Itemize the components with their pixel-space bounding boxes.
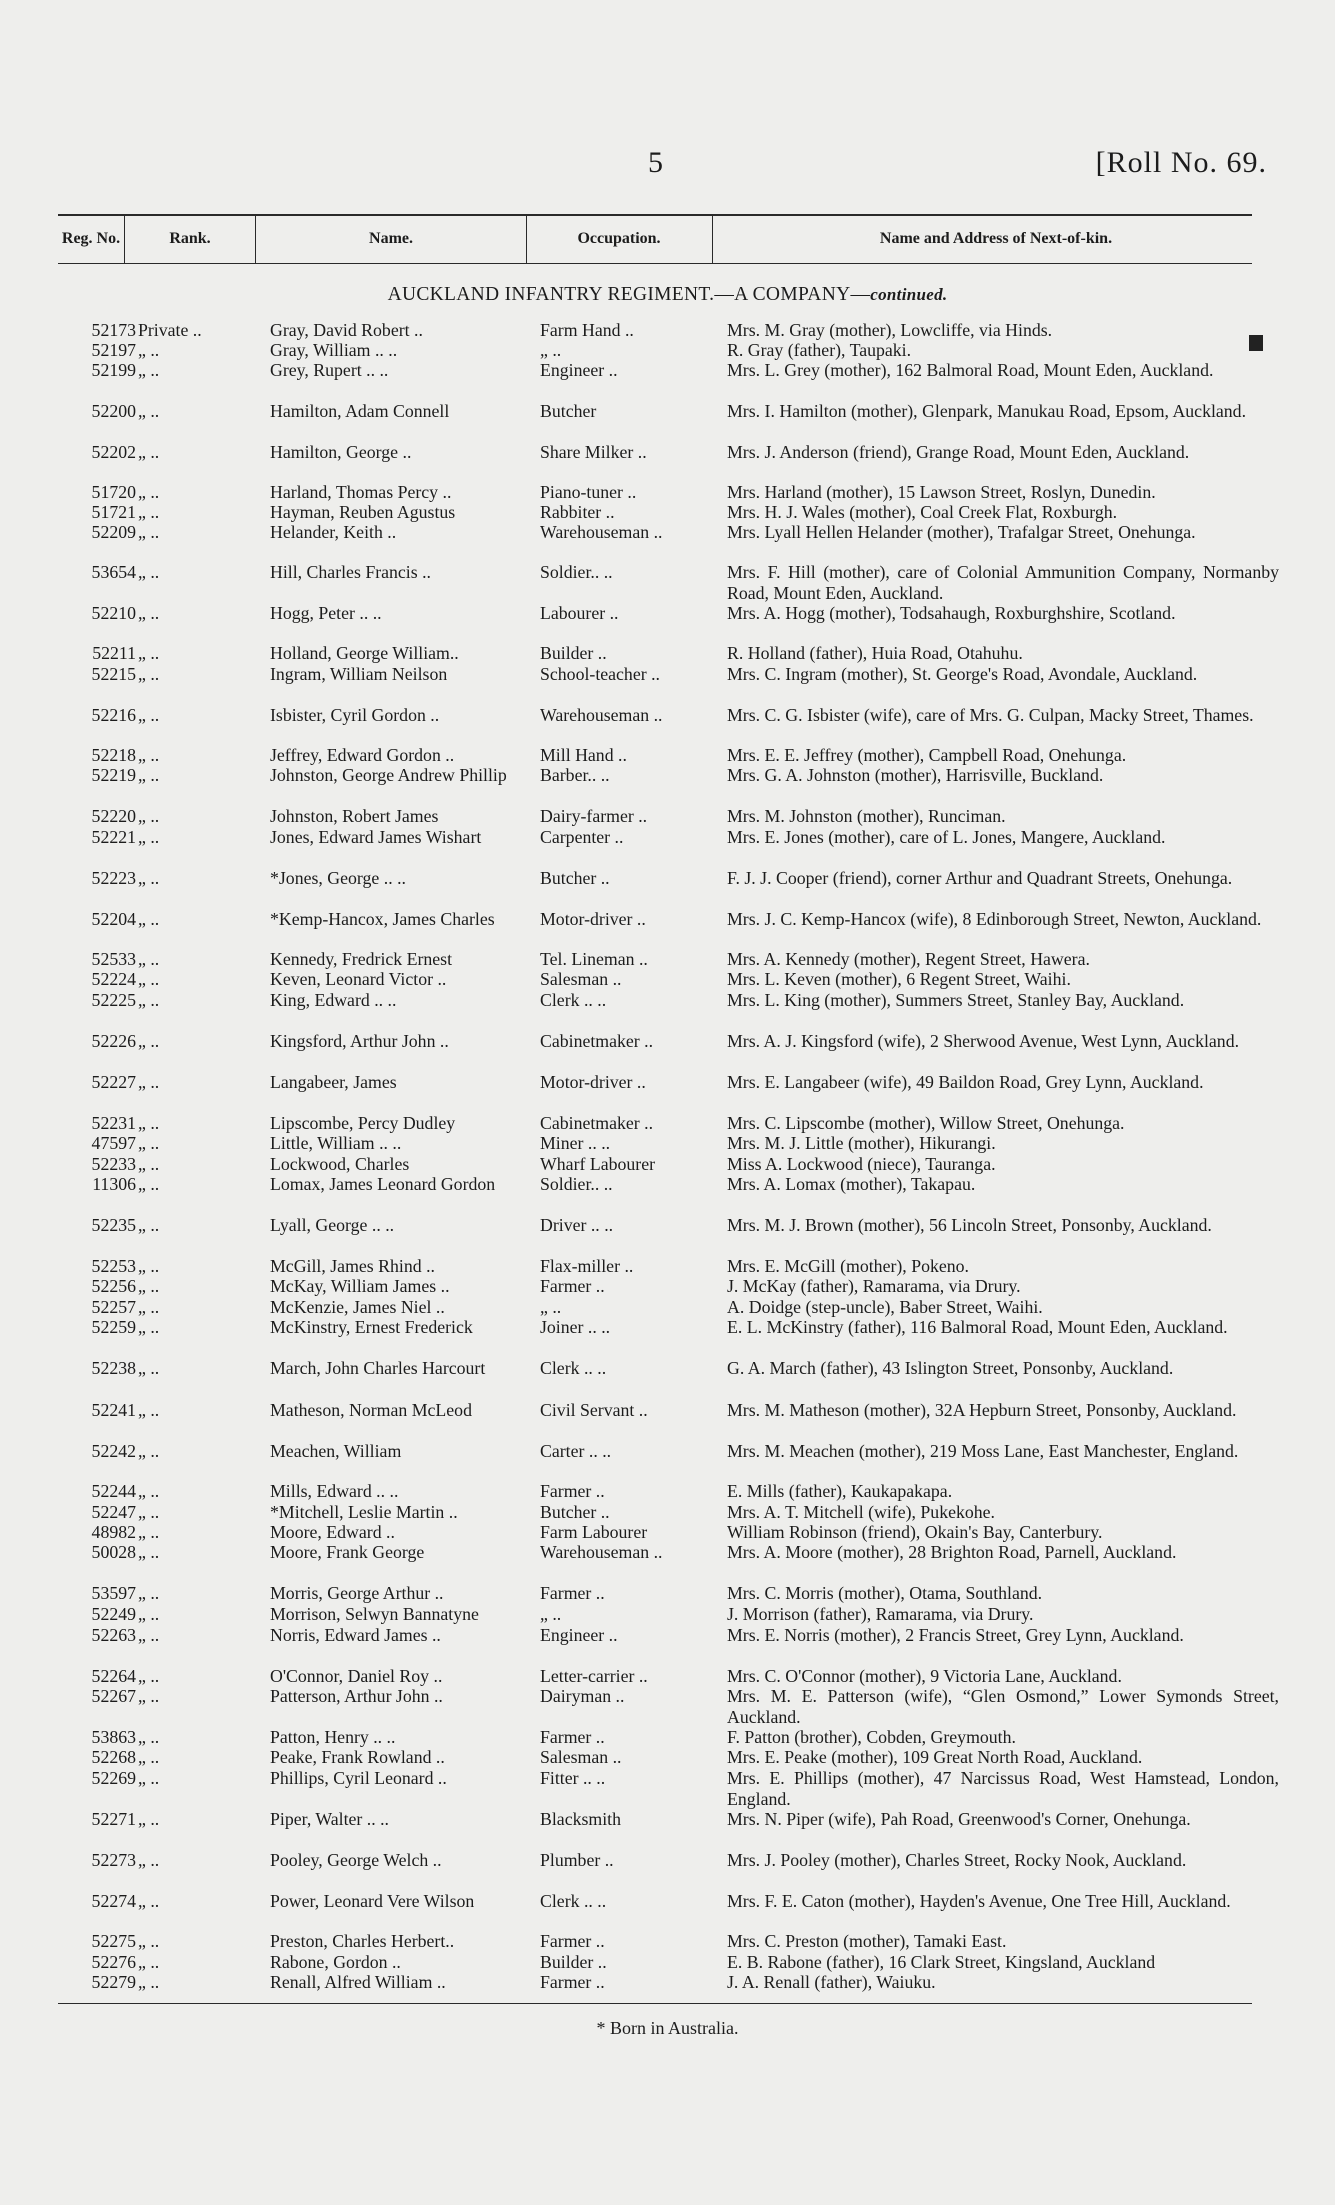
next-of-kin: Mrs. N. Piper (wife), Pah Road, Greenwood's Corner, Onehunga.	[727, 1809, 1191, 1829]
soldier-name: Lipscombe, Percy Dudley	[270, 1113, 456, 1133]
soldier-name: Moore, Frank George	[270, 1542, 425, 1562]
next-of-kin: Mrs. A. Moore (mother), 28 Brighton Road, Parnell, Auckland.	[727, 1542, 1177, 1562]
reg-number: 52267	[91, 1686, 136, 1706]
occupation: Joiner .. ..	[540, 1317, 611, 1337]
next-of-kin: J. McKay (father), Ramarama, via Drury.	[727, 1276, 1021, 1296]
reg-number: 53863	[91, 1727, 136, 1747]
reg-number: 52242	[91, 1441, 136, 1461]
next-of-kin: Mrs. M. E. Patterson (wife), “Glen Osmond,” Lower Symonds Street, Auckland.	[727, 1686, 1279, 1727]
reg-number: 52227	[91, 1072, 136, 1092]
occupation: Driver .. ..	[540, 1215, 614, 1235]
reg-number: 52197	[91, 340, 136, 360]
next-of-kin: E. Mills (father), Kaukapakapa.	[727, 1481, 953, 1501]
rank: „ ..	[138, 522, 160, 542]
soldier-name: Harland, Thomas Percy ..	[270, 482, 452, 502]
reg-number: 52199	[91, 360, 136, 380]
soldier-name: *Kemp-Hancox, James Charles	[270, 909, 495, 929]
soldier-name: Lockwood, Charles	[270, 1154, 410, 1174]
soldier-name: Grey, Rupert .. ..	[270, 360, 389, 380]
rank: „ ..	[138, 1072, 160, 1092]
next-of-kin: Mrs. J. Pooley (mother), Charles Street, Rocky Nook, Auckland.	[727, 1850, 1187, 1870]
soldier-name: Jeffrey, Edward Gordon ..	[270, 745, 455, 765]
soldier-name: Hamilton, George ..	[270, 442, 412, 462]
occupation: Farmer ..	[540, 1931, 605, 1951]
soldier-name: March, John Charles Harcourt	[270, 1358, 486, 1378]
reg-number: 52244	[91, 1481, 136, 1501]
occupation: Engineer ..	[540, 360, 618, 380]
reg-number: 52238	[91, 1358, 136, 1378]
header-top-rule	[58, 214, 1252, 216]
next-of-kin: Mrs. E. Jones (mother), care of L. Jones, Mangere, Auckland.	[727, 827, 1166, 847]
soldier-name: Hill, Charles Francis ..	[270, 562, 431, 582]
reg-number: 52221	[91, 827, 136, 847]
reg-number: 52276	[91, 1952, 136, 1972]
soldier-name: Gray, William .. ..	[270, 340, 398, 360]
occupation: Cabinetmaker ..	[540, 1113, 654, 1133]
next-of-kin: Mrs. C. Preston (mother), Tamaki East.	[727, 1931, 1007, 1951]
reg-number: 52202	[91, 442, 136, 462]
next-of-kin: Mrs. C. O'Connor (mother), 9 Victoria Lane, Auckland.	[727, 1666, 1122, 1686]
occupation: Carpenter ..	[540, 827, 624, 847]
soldier-name: Holland, George William..	[270, 643, 459, 663]
occupation: Motor-driver ..	[540, 1072, 646, 1092]
occupation: Blacksmith	[540, 1809, 621, 1829]
reg-number: 52247	[91, 1502, 136, 1522]
soldier-name: O'Connor, Daniel Roy ..	[270, 1666, 443, 1686]
rank: „ ..	[138, 1522, 160, 1542]
rank: „ ..	[138, 827, 160, 847]
next-of-kin: A. Doidge (step-uncle), Baber Street, Waihi.	[727, 1297, 1043, 1317]
occupation: Plumber ..	[540, 1850, 614, 1870]
page-number: 5	[648, 146, 663, 179]
soldier-name: Hamilton, Adam Connell	[270, 401, 450, 421]
rank: „ ..	[138, 1583, 160, 1603]
soldier-name: Pooley, George Welch ..	[270, 1850, 442, 1870]
soldier-name: Mills, Edward .. ..	[270, 1481, 399, 1501]
rank: „ ..	[138, 401, 160, 421]
section-title-continued: continued.	[870, 285, 948, 304]
soldier-name: Hogg, Peter .. ..	[270, 603, 382, 623]
soldier-name: McKenzie, James Niel ..	[270, 1297, 445, 1317]
section-title	[0, 284, 1335, 306]
reg-number: 52209	[91, 522, 136, 542]
rank: „ ..	[138, 705, 160, 725]
reg-number: 52533	[91, 949, 136, 969]
rank: „ ..	[138, 1502, 160, 1522]
next-of-kin: Mrs. M. Johnston (mother), Runciman.	[727, 806, 1006, 826]
reg-number: 52256	[91, 1276, 136, 1296]
soldier-name: Patterson, Arthur John ..	[270, 1686, 443, 1706]
reg-number: 53597	[91, 1583, 136, 1603]
soldier-name: Lomax, James Leonard Gordon	[270, 1174, 496, 1194]
occupation: Clerk .. ..	[540, 1358, 607, 1378]
rank: „ ..	[138, 765, 160, 785]
occupation: Builder ..	[540, 1952, 607, 1972]
rank: „ ..	[138, 990, 160, 1010]
rank: „ ..	[138, 1931, 160, 1951]
table-bottom-rule	[58, 2003, 1252, 2004]
soldier-name: Johnston, Robert James	[270, 806, 439, 826]
occupation: „ ..	[540, 340, 562, 360]
occupation: Warehouseman ..	[540, 1542, 663, 1562]
soldier-name: Hayman, Reuben Agustus	[270, 502, 456, 522]
soldier-name: Preston, Charles Herbert..	[270, 1931, 455, 1951]
next-of-kin: Mrs. E. Phillips (mother), 47 Narcissus Road, West Hamstead, London, England.	[727, 1768, 1279, 1809]
occupation: Fitter .. ..	[540, 1768, 606, 1788]
soldier-name: Meachen, William	[270, 1441, 402, 1461]
next-of-kin: Mrs. L. Grey (mother), 162 Balmoral Road, Mount Eden, Auckland.	[727, 360, 1214, 380]
header-divider-4	[712, 216, 713, 264]
next-of-kin: Mrs. C. Morris (mother), Otama, Southland.	[727, 1583, 1043, 1603]
soldier-name: Helander, Keith ..	[270, 522, 397, 542]
next-of-kin: Mrs. E. Langabeer (wife), 49 Baildon Road, Grey Lynn, Auckland.	[727, 1072, 1204, 1092]
next-of-kin: Mrs. L. Keven (mother), 6 Regent Street, Waihi.	[727, 969, 1071, 989]
rank: „ ..	[138, 502, 160, 522]
reg-number: 52224	[91, 969, 136, 989]
reg-number: 52271	[91, 1809, 136, 1829]
soldier-name: Rabone, Gordon ..	[270, 1952, 401, 1972]
next-of-kin: Mrs. A. Lomax (mother), Takapau.	[727, 1174, 976, 1194]
occupation: Tel. Lineman ..	[540, 949, 648, 969]
rank: „ ..	[138, 1154, 160, 1174]
rank: „ ..	[138, 1972, 160, 1992]
next-of-kin: Mrs. A. T. Mitchell (wife), Pukekohe.	[727, 1502, 995, 1522]
soldier-name: King, Edward .. ..	[270, 990, 397, 1010]
reg-number: 52253	[91, 1256, 136, 1276]
occupation: Rabbiter ..	[540, 502, 615, 522]
occupation: Clerk .. ..	[540, 990, 607, 1010]
next-of-kin: Mrs. H. J. Wales (mother), Coal Creek Flat, Roxburgh.	[727, 502, 1118, 522]
occupation: Warehouseman ..	[540, 522, 663, 542]
occupation: Clerk .. ..	[540, 1891, 607, 1911]
soldier-name: Johnston, George Andrew Phillip	[270, 765, 507, 785]
next-of-kin: F. Patton (brother), Cobden, Greymouth.	[727, 1727, 1016, 1747]
reg-number: 53654	[91, 562, 136, 582]
header-divider-3	[526, 216, 527, 264]
reg-number: 52200	[91, 401, 136, 421]
reg-number: 52233	[91, 1154, 136, 1174]
reg-number: 52259	[91, 1317, 136, 1337]
soldier-name: Little, William .. ..	[270, 1133, 402, 1153]
rank: „ ..	[138, 949, 160, 969]
next-of-kin: Mrs. A. J. Kingsford (wife), 2 Sherwood Avenue, West Lynn, Auckland.	[727, 1031, 1240, 1051]
reg-number: 52211	[92, 643, 136, 663]
roll-number: [Roll No. 69.	[1095, 146, 1267, 179]
occupation: Mill Hand ..	[540, 745, 627, 765]
next-of-kin: Mrs. G. A. Johnston (mother), Harrisville, Buckland.	[727, 765, 1104, 785]
next-of-kin: Mrs. M. Matheson (mother), 32A Hepburn Street, Ponsonby, Auckland.	[727, 1400, 1237, 1420]
occupation: Farmer ..	[540, 1727, 605, 1747]
reg-number: 52216	[91, 705, 136, 725]
reg-number: 52235	[91, 1215, 136, 1235]
next-of-kin: E. B. Rabone (father), 16 Clark Street, Kingsland, Auckland	[727, 1952, 1156, 1972]
rank: „ ..	[138, 562, 160, 582]
reg-number: 52263	[91, 1625, 136, 1645]
soldier-name: Power, Leonard Vere Wilson	[270, 1891, 475, 1911]
next-of-kin: Mrs. C. G. Isbister (wife), care of Mrs. G. Culpan, Macky Street, Thames.	[727, 705, 1254, 725]
reg-number: 51721	[91, 502, 136, 522]
occupation: Barber.. ..	[540, 765, 610, 785]
rank: „ ..	[138, 868, 160, 888]
next-of-kin: Mrs. M. Gray (mother), Lowcliffe, via Hinds.	[727, 320, 1053, 340]
next-of-kin: Mrs. F. E. Caton (mother), Hayden's Avenue, One Tree Hill, Auckland.	[727, 1891, 1231, 1911]
soldier-name: Norris, Edward James ..	[270, 1625, 441, 1645]
rank: „ ..	[138, 1133, 160, 1153]
occupation: Farm Labourer	[540, 1522, 648, 1542]
rank: „ ..	[138, 1952, 160, 1972]
rank: „ ..	[138, 643, 160, 663]
next-of-kin: Mrs. M. Meachen (mother), 219 Moss Lane, East Manchester, England.	[727, 1441, 1239, 1461]
rank: „ ..	[138, 603, 160, 623]
soldier-name: Morris, George Arthur ..	[270, 1583, 444, 1603]
soldier-name: Isbister, Cyril Gordon ..	[270, 705, 440, 725]
occupation: Butcher	[540, 401, 597, 421]
occupation: Carter .. ..	[540, 1441, 612, 1461]
next-of-kin: Mrs. J. Anderson (friend), Grange Road, Mount Eden, Auckland.	[727, 442, 1190, 462]
rank: „ ..	[138, 1358, 160, 1378]
next-of-kin: Mrs. Lyall Hellen Helander (mother), Trafalgar Street, Onehunga.	[727, 522, 1196, 542]
next-of-kin: Mrs. Harland (mother), 15 Lawson Street, Roslyn, Dunedin.	[727, 482, 1156, 502]
rank: „ ..	[138, 1625, 160, 1645]
reg-number: 52257	[91, 1297, 136, 1317]
rank: „ ..	[138, 1031, 160, 1051]
next-of-kin: Mrs. F. Hill (mother), care of Colonial Ammunition Company, Normanby Road, Mount Eden, Auckland.	[727, 562, 1279, 603]
reg-number: 52173	[91, 320, 136, 340]
reg-number: 52264	[91, 1666, 136, 1686]
reg-number: 52279	[91, 1972, 136, 1992]
next-of-kin: Mrs. J. C. Kemp-Hancox (wife), 8 Edinborough Street, Newton, Auckland.	[727, 909, 1262, 929]
reg-number: 50028	[91, 1542, 136, 1562]
soldier-name: Kennedy, Fredrick Ernest	[270, 949, 453, 969]
occupation: Civil Servant ..	[540, 1400, 648, 1420]
next-of-kin: R. Gray (father), Taupaki.	[727, 340, 912, 360]
next-of-kin: Mrs. E. E. Jeffrey (mother), Campbell Road, Onehunga.	[727, 745, 1127, 765]
soldier-name: Peake, Frank Rowland ..	[270, 1747, 445, 1767]
header-bottom-rule	[58, 263, 1252, 264]
reg-number: 52241	[91, 1400, 136, 1420]
rank: „ ..	[138, 360, 160, 380]
soldier-name: Matheson, Norman McLeod	[270, 1400, 472, 1420]
rank: „ ..	[138, 1666, 160, 1686]
rank: „ ..	[138, 1604, 160, 1624]
next-of-kin: J. Morrison (father), Ramarama, via Drury.	[727, 1604, 1034, 1624]
occupation: Flax-miller ..	[540, 1256, 634, 1276]
reg-number: 52219	[91, 765, 136, 785]
rank: „ ..	[138, 1686, 160, 1706]
reg-number: 11306	[92, 1174, 136, 1194]
occupation: Soldier.. ..	[540, 562, 613, 582]
soldier-name: Gray, David Robert ..	[270, 320, 423, 340]
next-of-kin: R. Holland (father), Huia Road, Otahuhu.	[727, 643, 1023, 663]
occupation: Dairy-farmer ..	[540, 806, 648, 826]
rank: „ ..	[138, 1441, 160, 1461]
soldier-name: McKinstry, Ernest Frederick	[270, 1317, 473, 1337]
occupation: Wharf Labourer	[540, 1154, 656, 1174]
reg-number: 52269	[91, 1768, 136, 1788]
rank: „ ..	[138, 1542, 160, 1562]
reg-number: 51720	[91, 482, 136, 502]
rank: Private ..	[138, 320, 202, 340]
rank: „ ..	[138, 1747, 160, 1767]
footnote: * Born in Australia.	[596, 2018, 739, 2038]
occupation: Farmer ..	[540, 1276, 605, 1296]
soldier-name: Renall, Alfred William ..	[270, 1972, 446, 1992]
rank: „ ..	[138, 1317, 160, 1337]
occupation: Labourer ..	[540, 603, 619, 623]
occupation: Farmer ..	[540, 1972, 605, 1992]
occupation: Farmer ..	[540, 1481, 605, 1501]
reg-number: 52268	[91, 1747, 136, 1767]
reg-number: 52220	[91, 806, 136, 826]
reg-number: 48982	[91, 1522, 136, 1542]
rank: „ ..	[138, 1768, 160, 1788]
next-of-kin: Mrs. C. Lipscombe (mother), Willow Street, Onehunga.	[727, 1113, 1125, 1133]
soldier-name: McGill, James Rhind ..	[270, 1256, 435, 1276]
occupation: „ ..	[540, 1297, 562, 1317]
occupation: Cabinetmaker ..	[540, 1031, 654, 1051]
occupation: Engineer ..	[540, 1625, 618, 1645]
occupation: Salesman ..	[540, 969, 622, 989]
next-of-kin: Mrs. E. McGill (mother), Pokeno.	[727, 1256, 969, 1276]
occupation: „ ..	[540, 1604, 562, 1624]
soldier-name: Phillips, Cyril Leonard ..	[270, 1768, 447, 1788]
rank: „ ..	[138, 969, 160, 989]
soldier-name: Langabeer, James	[270, 1072, 397, 1092]
rank: „ ..	[138, 1215, 160, 1235]
occupation: Butcher ..	[540, 1502, 610, 1522]
reg-number: 52223	[91, 868, 136, 888]
soldier-name: *Mitchell, Leslie Martin ..	[270, 1502, 458, 1522]
soldier-name: Piper, Walter .. ..	[270, 1809, 390, 1829]
occupation: Salesman ..	[540, 1747, 622, 1767]
occupation: Builder ..	[540, 643, 607, 663]
rank: „ ..	[138, 664, 160, 684]
rank: „ ..	[138, 1174, 160, 1194]
reg-number: 52225	[91, 990, 136, 1010]
reg-number: 47597	[91, 1133, 136, 1153]
next-of-kin: Mrs. E. Norris (mother), 2 Francis Street, Grey Lynn, Auckland.	[727, 1625, 1184, 1645]
reg-number: 52249	[91, 1604, 136, 1624]
section-title-text: AUCKLAND INFANTRY REGIMENT.—A COMPANY—	[387, 284, 871, 305]
occupation: Motor-driver ..	[540, 909, 646, 929]
occupation: Farm Hand ..	[540, 320, 634, 340]
soldier-name: McKay, William James ..	[270, 1276, 450, 1296]
occupation: Butcher ..	[540, 868, 610, 888]
next-of-kin: G. A. March (father), 43 Islington Street, Ponsonby, Auckland.	[727, 1358, 1174, 1378]
soldier-name: Ingram, William Neilson	[270, 664, 448, 684]
next-of-kin: Mrs. I. Hamilton (mother), Glenpark, Manukau Road, Epsom, Auckland.	[727, 401, 1247, 421]
soldier-name: Moore, Edward ..	[270, 1522, 395, 1542]
occupation: Miner .. ..	[540, 1133, 611, 1153]
rank: „ ..	[138, 1113, 160, 1133]
rank: „ ..	[138, 1891, 160, 1911]
occupation: Soldier.. ..	[540, 1174, 613, 1194]
soldier-name: *Jones, George .. ..	[270, 868, 406, 888]
rank: „ ..	[138, 1481, 160, 1501]
occupation: Farmer ..	[540, 1583, 605, 1603]
rank: „ ..	[138, 1297, 160, 1317]
occupation: Piano-tuner ..	[540, 482, 637, 502]
rank: „ ..	[138, 340, 160, 360]
next-of-kin: Mrs. A. Kennedy (mother), Regent Street, Hawera.	[727, 949, 1090, 969]
occupation: Warehouseman ..	[540, 705, 663, 725]
occupation: School-teacher ..	[540, 664, 660, 684]
next-of-kin: William Robinson (friend), Okain's Bay, Canterbury.	[727, 1522, 1103, 1542]
reg-number: 52274	[91, 1891, 136, 1911]
soldier-name: Patton, Henry .. ..	[270, 1727, 396, 1747]
rank: „ ..	[138, 482, 160, 502]
soldier-name: Keven, Leonard Victor ..	[270, 969, 447, 989]
reg-number: 52204	[91, 909, 136, 929]
header-divider-2	[255, 216, 256, 264]
reg-number: 52273	[91, 1850, 136, 1870]
next-of-kin: J. A. Renall (father), Waiuku.	[727, 1972, 936, 1992]
reg-number: 52210	[91, 603, 136, 623]
reg-number: 52226	[91, 1031, 136, 1051]
reg-number: 52231	[91, 1113, 136, 1133]
occupation: Letter-carrier ..	[540, 1666, 648, 1686]
next-of-kin: Mrs. C. Ingram (mother), St. George's Road, Avondale, Auckland.	[727, 664, 1198, 684]
next-of-kin: Mrs. A. Hogg (mother), Todsahaugh, Roxburghshire, Scotland.	[727, 603, 1176, 623]
next-of-kin: Mrs. M. J. Little (mother), Hikurangi.	[727, 1133, 996, 1153]
rank: „ ..	[138, 1276, 160, 1296]
rank: „ ..	[138, 1850, 160, 1870]
soldier-name: Kingsford, Arthur John ..	[270, 1031, 449, 1051]
reg-number: 52275	[91, 1931, 136, 1951]
next-of-kin: Mrs. E. Peake (mother), 109 Great North Road, Auckland.	[727, 1747, 1143, 1767]
next-of-kin: Mrs. M. J. Brown (mother), 56 Lincoln Street, Ponsonby, Auckland.	[727, 1215, 1212, 1235]
soldier-name: Lyall, George .. ..	[270, 1215, 395, 1235]
header-divider-1	[124, 216, 125, 264]
soldier-name: Jones, Edward James Wishart	[270, 827, 482, 847]
next-of-kin: F. J. J. Cooper (friend), corner Arthur and Quadrant Streets, Onehunga.	[727, 868, 1233, 888]
next-of-kin: E. L. McKinstry (father), 116 Balmoral Road, Mount Eden, Auckland.	[727, 1317, 1228, 1337]
rank: „ ..	[138, 442, 160, 462]
reg-number: 52218	[91, 745, 136, 765]
rank: „ ..	[138, 745, 160, 765]
rank: „ ..	[138, 1809, 160, 1829]
occupation: Share Milker ..	[540, 442, 647, 462]
rank: „ ..	[138, 1400, 160, 1420]
occupation: Dairyman ..	[540, 1686, 625, 1706]
soldier-name: Morrison, Selwyn Bannatyne	[270, 1604, 479, 1624]
rank: „ ..	[138, 1256, 160, 1276]
rank: „ ..	[138, 909, 160, 929]
next-of-kin: Miss A. Lockwood (niece), Tauranga.	[727, 1154, 996, 1174]
rank: „ ..	[138, 1727, 160, 1747]
next-of-kin: Mrs. L. King (mother), Summers Street, Stanley Bay, Auckland.	[727, 990, 1185, 1010]
reg-number: 52215	[91, 664, 136, 684]
rank: „ ..	[138, 806, 160, 826]
